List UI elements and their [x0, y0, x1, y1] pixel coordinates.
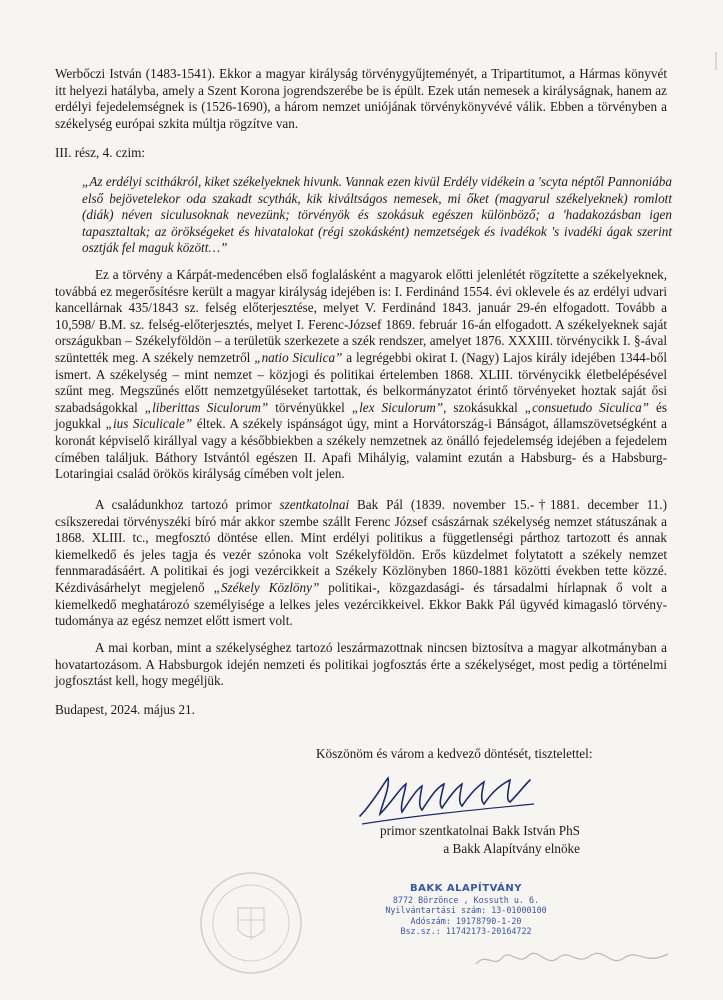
term-szekely-kozlony: „Székely Közlöny” — [213, 579, 320, 595]
stamp-address: 8772 Börzönce , Kossuth u. 6. — [392, 894, 540, 905]
faded-seal — [196, 868, 306, 978]
term-libertas: „liberittas Siculorum” — [144, 399, 269, 415]
term-szentkatolnai: szentkatolnai — [279, 497, 350, 512]
signatory-name: primor szentkatolnai Bakk István PhS — [380, 823, 580, 838]
family-text-c: politikai-, közgazdasági- és társadalmi hírlapnak ő volt a kiemelkedő meghatározó személyisége a lelkes jeles vezércikkeivel. Ekkor Bakk Pál ügyvéd kimagasló törvény-tudománya az egész nemzet előtt ismert volt. — [55, 579, 668, 629]
history-text-e: és jogukkal — [55, 399, 667, 432]
faded-handwriting — [472, 944, 672, 974]
term-ius: „ius Siculicale” — [105, 416, 193, 432]
family-text-b: Bak Pál (1839. november 15.-†1881. december 11.) csíkszeredai törvényszéki bíró már akkor szembe szállt Ferenc József császárnak székelység nemzet státuszának a 1868. XLIII. tc., megfosztó döntése ellen. Mint erdélyi politikus a függetlenségi párthoz tartozott és annak kiemelkedő és jeles tagja és vezér szónoka volt Székelyföldön. Erős küzdelmet folytatott a székely nemzet fennmaradásáért. A politikai és jogi vezércikkeit a Székely Közlönyben 1860-1881 közötti években tette közzé. Kézdivásárhelyt megjelenő — [55, 497, 667, 595]
history-text-f: éltek. A székely ispánságot úgy, mint a Horvátország-i Bánságot, államszövetségként a koronát képviselő királlyal vagy a későbbiekben a székely nemzetnek az önálló fejedelemség idejében a fejedelem címében találjuk. Báthory Istvántól egészen II. Apafi Mihályig, valamint ezután a Habsburg- és a Habsburg-Lotaringiai család örökös királyság címében volt jelen. — [55, 416, 667, 482]
stamp-tax: Adószám: 19178790-1-20 — [410, 915, 522, 926]
history-text-d: , szokásukkal — [443, 399, 525, 415]
signatory-block — [356, 822, 580, 858]
term-natio-siculica: „natio Siculica” — [254, 349, 343, 365]
closing-line: Köszönöm és várom a kedvező döntését, tisztelettel: — [316, 746, 593, 761]
signatory-role: a Bakk Alapítvány elnöke — [443, 841, 580, 856]
intro-paragraph: Werbőczi István (1483-1541). Ekkor a magyar királyság törvénygyűjteményét, a Tripartitumot, a Hármas könyvét itt helyezi hatályba, amely a Szent Korona jogrendszerébe be is épült. Ezek után nemesek a királyságnak, hanem az erdélyi fejedelemségnek is (1526-1690), a három nemzet uniójának törvénykönyvévé válik. Ebben a törvényben a székelység európai szkita múltja rögzítve van. — [55, 66, 667, 131]
history-text-b: a legrégebbi okirat I. (Nagy) Lajos király idejében 1344-ből ismert. A székelység – mint nemzet – közjogi és politikai értelemben 1868. XLIII. törvénycikk életbelépésével szűnt meg. Megszűnés előtt nemzetgyűléseket tartottak, és belkormányzatot érintő törvényeket hoztak saját ősi szabadságokkal — [55, 349, 667, 415]
page-edge-mark — [705, 52, 717, 70]
history-text-a: Ez a törvény a Kárpát-medencében első foglalásként a magyarok előtti jelenlétét rögzítette a székelyeknek, továbbá ez megerősítésre került a magyar királyság idejében is: I. Ferdinánd 1554. évi oklevele és az erdélyi udvari kancellárnak 435/1843 sz. felség előterjesztése, melyet V. Ferdinánd 1843. január 29-én elfogadott. Tovább a 10,598/ B.M. sz. felség-előterjesztés, melyet I. Ferenc-József 1869. február 16-án elfogadott. A székelyeknek saját országukban – Székelyföldön – a területük szerkezete a szék rendszer, amelyet 1876. XXXIII. törvénycikk I. §-ával szüntették meg. A székely nemzetről — [55, 267, 667, 365]
present-paragraph: A mai korban, mint a székelységhez tartozó leszármazottnak nincsen biztosítva a magyar alkotmányban a hovatartozásom. A Habsburgok idején nemzeti és politikai jogfosztás érte a székelységet, most pedig a történelmi jogfosztást kell, hogy megéljük. — [55, 640, 667, 689]
foundation-stamp — [371, 884, 561, 937]
stamp-registry: Nyilvántartási szám: 13-01000100 — [385, 905, 547, 916]
history-paragraph — [55, 267, 667, 483]
history-text-c: törvényükkel — [268, 399, 352, 415]
stamp-bank: Bsz.sz.: 11742173-20164722 — [400, 926, 532, 937]
term-lex: „lex Siculorum” — [351, 399, 444, 415]
family-paragraph — [55, 497, 667, 630]
law-quote: „Az erdélyi scithákról, kiket székelyeknek hivunk. Vannak ezen kivül Erdély vidékein a 'scyta néptől Pannoniába első bejövetelekor oda szakadt scythák, kik kiváltságos nemesek, mi őket (magyarul székelyeknek) romlott (diák) néven siculusoknak nevezünk; törvényök és szokásuk egészen különböző; a 'hadakozásban igen tapasztaltak; az örökségeket és hivatalokat (régi szokásként) nemzetségek és ivadékok 's ivadéki ágak szerint osztják fel maguk között…” — [82, 174, 672, 256]
section-heading: III. rész, 4. czim: — [55, 145, 146, 160]
term-consuetudo: „consuetudo Siculica” — [524, 399, 649, 415]
family-text-a: A családunkhoz tartozó primor — [95, 497, 280, 512]
letter-date: Budapest, 2024. május 21. — [55, 702, 195, 717]
stamp-name: BAKK ALAPÍTVÁNY — [410, 883, 522, 894]
